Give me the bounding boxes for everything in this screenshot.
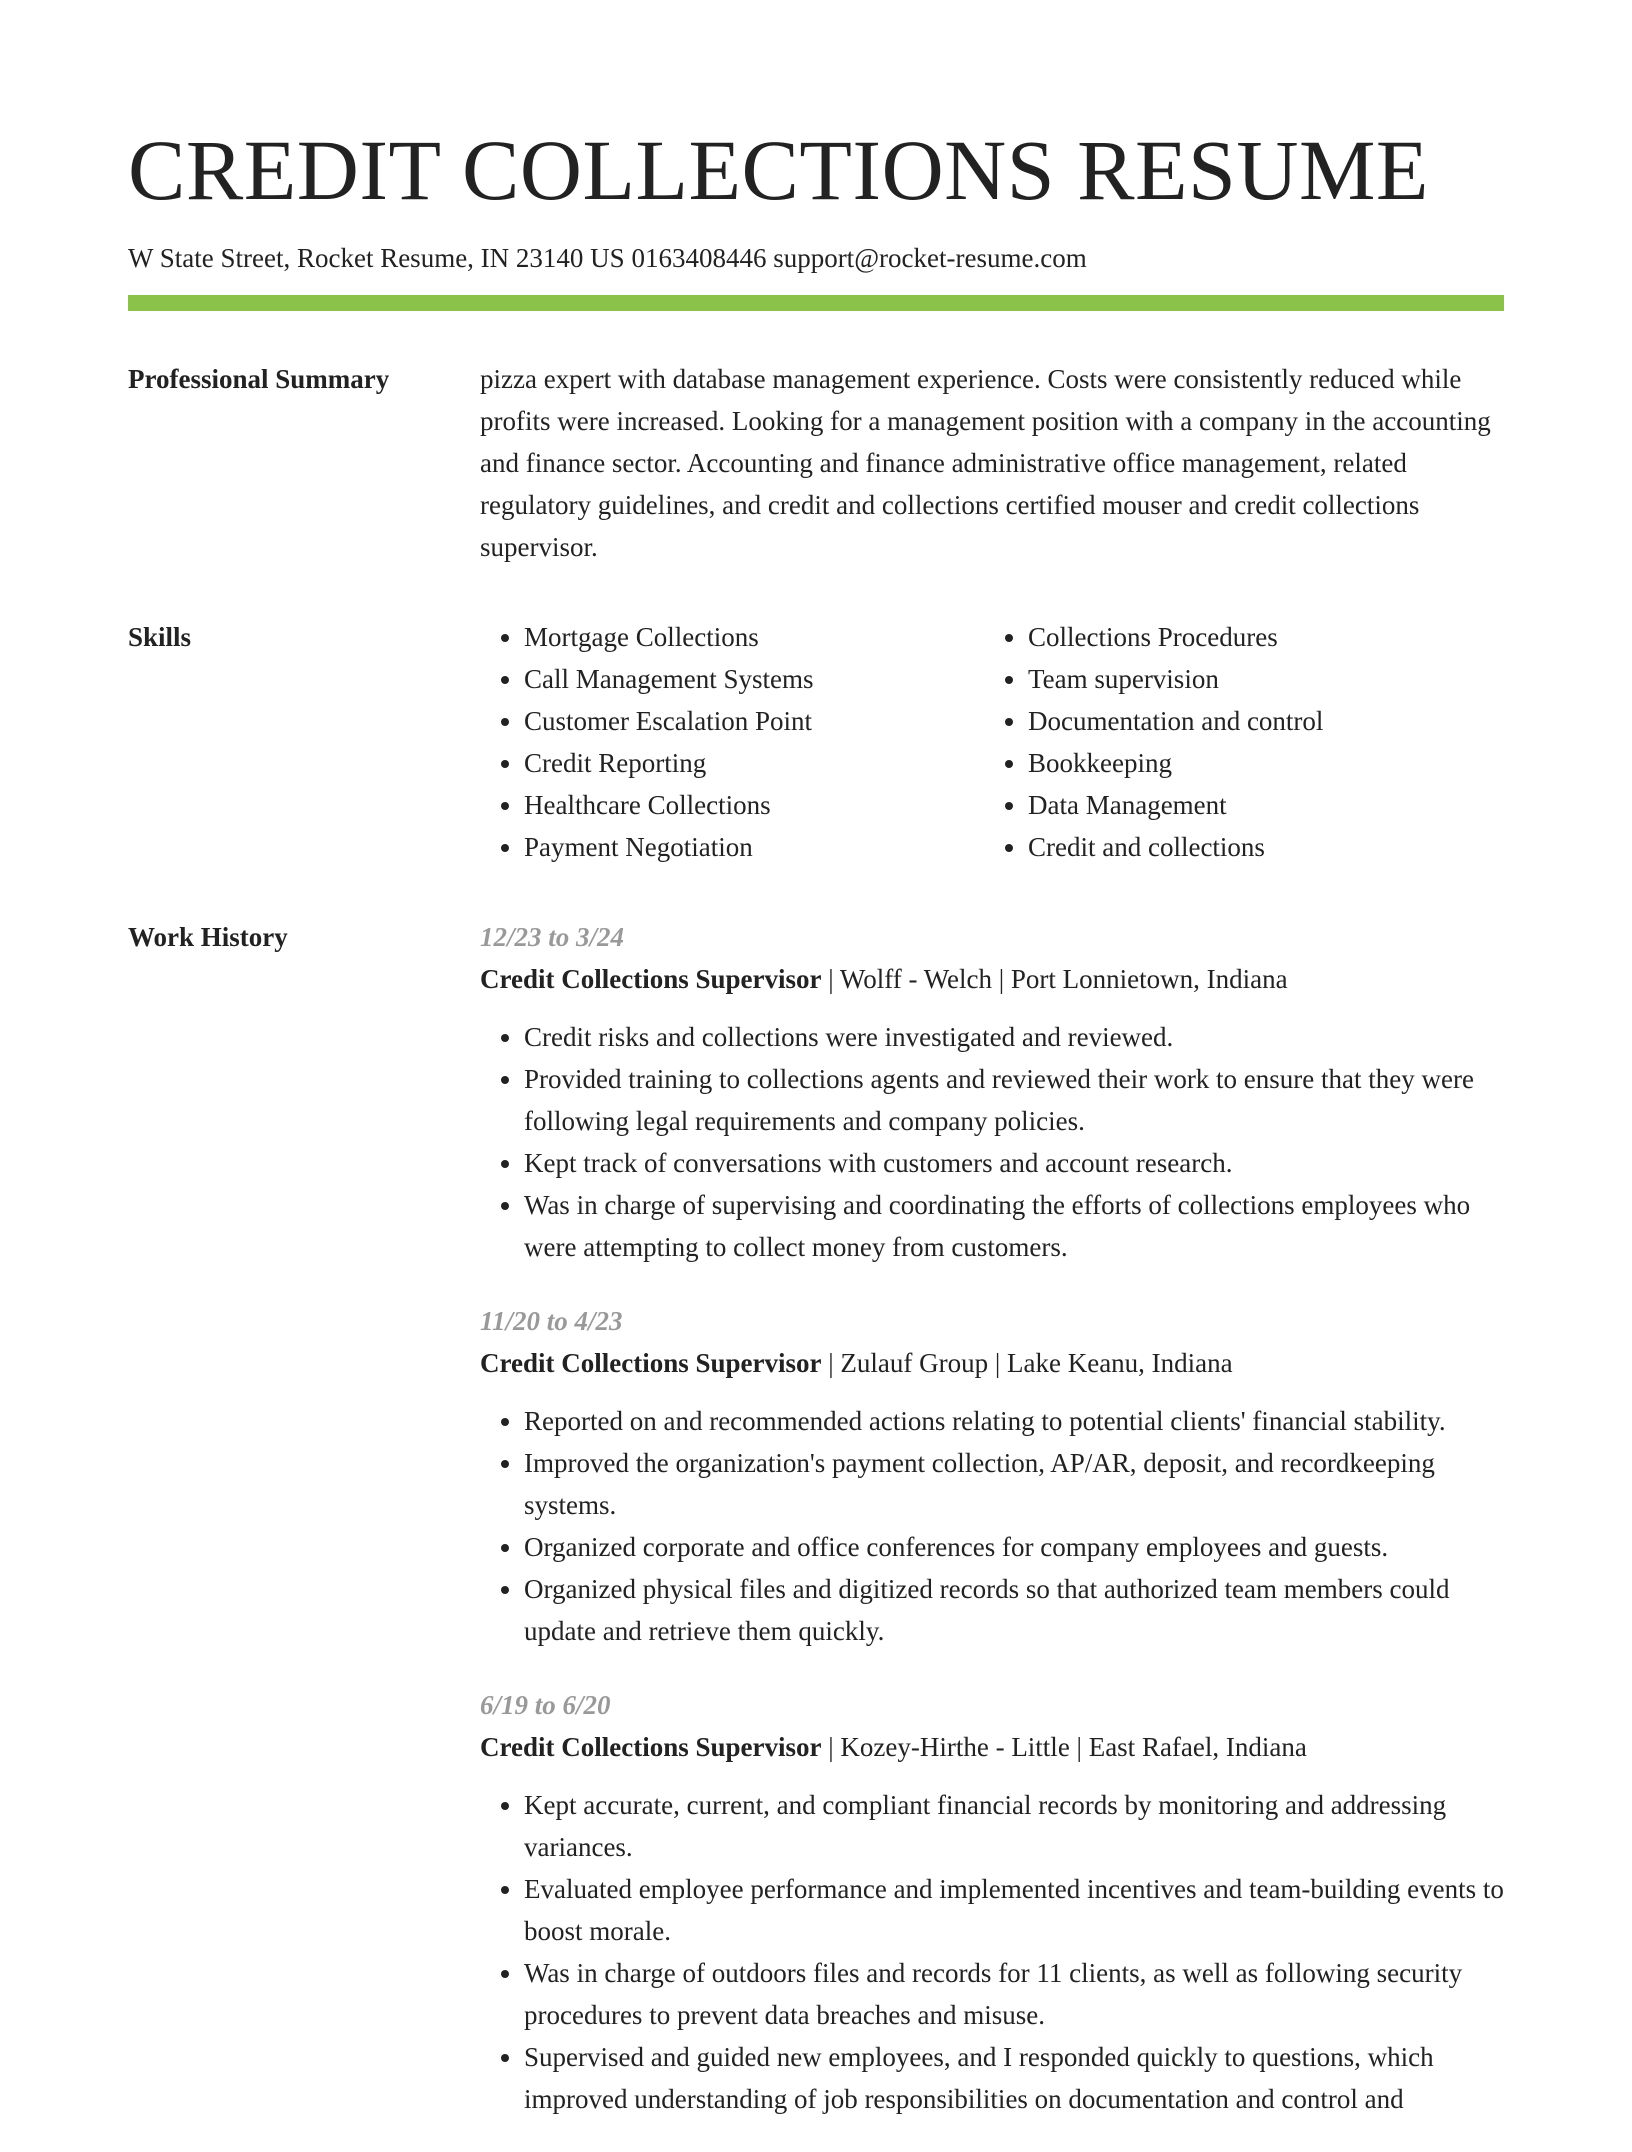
job-bullet: • Evaluated employee performance and implemented incentives and team-building events to boost morale. xyxy=(524,1868,1504,1952)
skill-item: • Documentation and control xyxy=(1028,700,1488,742)
skills-list-left xyxy=(480,616,984,868)
job-bullet: • Provided training to collections agents and reviewed their work to ensure that they were following legal requirements and company policies. xyxy=(524,1058,1504,1142)
job-details: | Kozey-Hirthe - Little | East Rafael, Indiana xyxy=(821,1732,1307,1762)
skill-item: • Credit Reporting xyxy=(524,742,984,784)
skill-item: • Mortgage Collections xyxy=(524,616,984,658)
job-bullets xyxy=(480,1784,1504,2120)
job-details: | Wolff - Welch | Port Lonnietown, Indiana xyxy=(821,964,1288,994)
job-role: Credit Collections Supervisor xyxy=(480,1348,822,1378)
skill-item: • Data Management xyxy=(1028,784,1488,826)
job-role-line xyxy=(480,1342,1504,1384)
job-role-line xyxy=(480,958,1504,1000)
summary-section xyxy=(128,358,1504,568)
job-bullet: • Was in charge of supervising and coordinating the efforts of collections employees who were attempting to collect money from customers. xyxy=(524,1184,1504,1268)
summary-heading: Professional Summary xyxy=(128,364,390,394)
accent-divider xyxy=(128,295,1504,311)
summary-text: pizza expert with database management experience. Costs were consistently reduced while profits were increased. Looking for a management position with a company in the accounting and finance sector. Accounting and finance administrative office management, related regulatory guidelines, and credit and collections certified mouser and credit collections supervisor. xyxy=(480,364,1491,562)
job-role: Credit Collections Supervisor xyxy=(480,964,822,994)
resume-title: CREDIT COLLECTIONS RESUME xyxy=(128,122,1429,218)
job-bullets xyxy=(480,1016,1504,1268)
skill-item: • Customer Escalation Point xyxy=(524,700,984,742)
job-bullet: • Was in charge of outdoors files and records for 11 clients, as well as following security procedures to prevent data breaches and misuse. xyxy=(524,1952,1504,2036)
job-date: 6/19 to 6/20 xyxy=(480,1690,611,1720)
job-details: | Zulauf Group | Lake Keanu, Indiana xyxy=(821,1348,1233,1378)
work-history-heading: Work History xyxy=(128,922,288,952)
job-bullet: • Supervised and guided new employees, and I responded quickly to questions, which improved understanding of job responsibilities on documentation and control and xyxy=(524,2036,1504,2120)
job-date: 12/23 to 3/24 xyxy=(480,922,625,952)
skill-item: • Team supervision xyxy=(1028,658,1488,700)
skill-item: • Collections Procedures xyxy=(1028,616,1488,658)
skills-section xyxy=(128,616,1504,868)
skill-item: • Call Management Systems xyxy=(524,658,984,700)
job-entry xyxy=(480,916,1504,1268)
skills-heading: Skills xyxy=(128,622,192,652)
skills-list-right xyxy=(984,616,1488,868)
job-entry xyxy=(480,1684,1504,2120)
job-bullets xyxy=(480,1400,1504,1652)
job-bullet: • Organized corporate and office conferences for company employees and guests. xyxy=(524,1526,1504,1568)
job-bullet: • Kept track of conversations with customers and account research. xyxy=(524,1142,1504,1184)
skill-item: • Payment Negotiation xyxy=(524,826,984,868)
skill-item: • Credit and collections xyxy=(1028,826,1488,868)
job-role-line xyxy=(480,1726,1504,1768)
work-history-section xyxy=(128,916,1504,2152)
contact-phone: 0163408446 xyxy=(631,243,767,273)
job-bullet: • Credit risks and collections were investigated and reviewed. xyxy=(524,1016,1504,1058)
job-role: Credit Collections Supervisor xyxy=(480,1732,822,1762)
skill-item: • Bookkeeping xyxy=(1028,742,1488,784)
job-entry xyxy=(480,1300,1504,1652)
contact-address: W State Street, Rocket Resume, IN 23140 US xyxy=(128,243,625,273)
contact-email: support@rocket-resume.com xyxy=(773,243,1087,273)
contact-line xyxy=(128,240,1504,276)
resume-page xyxy=(128,118,1504,2152)
skill-item: • Healthcare Collections xyxy=(524,784,984,826)
job-bullet: • Improved the organization's payment collection, AP/AR, deposit, and recordkeeping systems. xyxy=(524,1442,1504,1526)
job-bullet: • Organized physical files and digitized records so that authorized team members could update and retrieve them quickly. xyxy=(524,1568,1504,1652)
job-bullet: • Reported on and recommended actions relating to potential clients' financial stability. xyxy=(524,1400,1504,1442)
job-date: 11/20 to 4/23 xyxy=(480,1306,623,1336)
job-bullet: • Kept accurate, current, and compliant financial records by monitoring and addressing variances. xyxy=(524,1784,1504,1868)
